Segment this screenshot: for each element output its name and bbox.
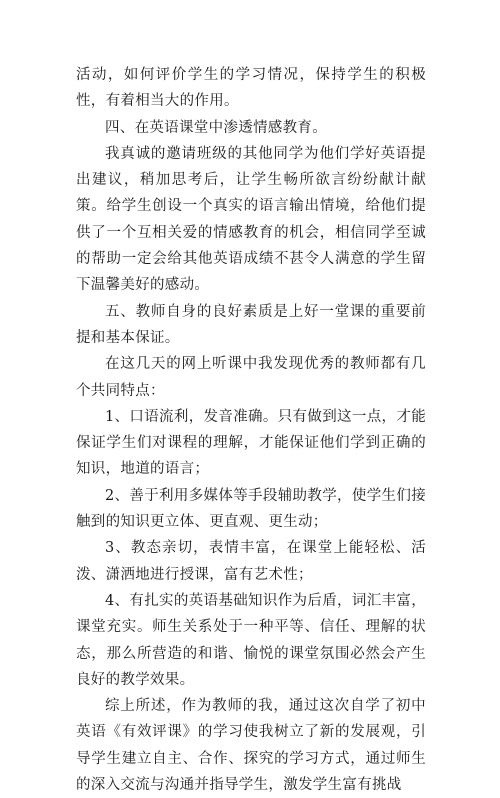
paragraph-intro-traits: 在这几天的网上听课中我发现优秀的教师都有几个共同特点：: [76, 356, 426, 399]
list-item-1: 1、口语流利，发音准确。只有做到这一点，才能保证学生们对课程的理解，才能保证他们学到正确的知识，地道的语言；: [76, 408, 426, 478]
paragraph-continuation: 活动，如何评价学生的学习情况，保持学生的积极性，有着相当大的作用。: [76, 67, 426, 110]
list-item-4: 4、有扎实的英语基础知识作为后盾，词汇丰富，课堂充实。师生关系处于一种平等、信任、理解的状态，那么所营造的和谐、愉悦的课堂氛围必然会产生良好的教学效果。: [76, 592, 426, 688]
list-item-3: 3、教态亲切，表情丰富，在课堂上能轻松、活泼、潇洒地进行授课，富有艺术性；: [76, 540, 426, 583]
list-item-2: 2、善于利用多媒体等手段辅助教学，使学生们接触到的知识更立体、更直观、更生动；: [76, 487, 426, 531]
paragraph-suggestions: 我真诚的邀请班级的其他同学为他们学好英语提出建议，稍加思考后，让学生畅所欲言纷纷献计献策。给学生创设一个真实的语言输出情境，给他们提供了一个互相关爱的情感教育的机会，相信同学至诚的帮助一定会给其他英语成绩不甚令人满意的学生留下温馨美好的感动。: [76, 145, 426, 294]
section-heading-four: 四、在英语课堂中渗透情感教育。: [105, 119, 327, 136]
section-heading-five: 五、教师自身的良好素质是上好一堂课的重要前提和基本保证。: [76, 303, 426, 346]
paragraph-summary: 综上所述，作为教师的我，通过这次自学了初中英语《有效评课》的学习使我树立了新的发展观，引导学生建立自主、合作、探究的学习方式，通过师生的深入交流与沟通并指导学生，激发学生富有挑战: [76, 698, 426, 794]
